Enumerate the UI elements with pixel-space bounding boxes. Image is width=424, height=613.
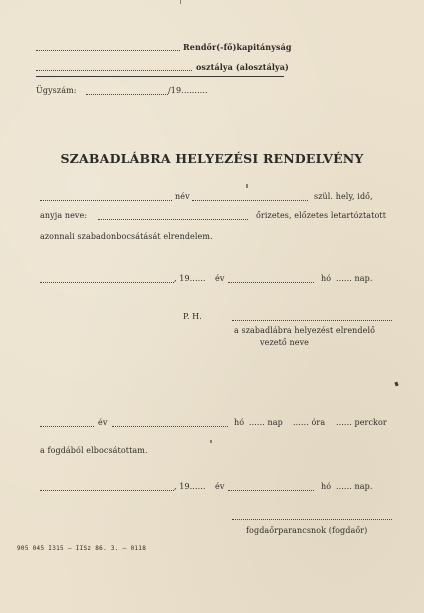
case-number-dots [86,94,168,95]
paper-speck [246,184,248,188]
release-text: a fogdából elbocsátottam. [40,446,148,455]
date-month-dots-2 [228,490,314,491]
header-line1-dots [36,50,180,51]
name-label: név [175,192,190,201]
date-day-label-2: ...... nap. [336,482,373,491]
detainee-status-label: őrizetes, előzetes letartóztatott [256,211,387,220]
date-year-label-2: év [215,482,225,491]
case-number-year: /19.......... [168,86,208,95]
form-title: SZABADLÁBRA HELYEZÉSI RENDELVÉNY [60,151,364,166]
header-rule [36,76,284,77]
release-place-dots [40,426,94,427]
date-year-2: , 19...... [174,482,206,491]
name-dots-2 [192,200,308,201]
release-month-label: hó [234,418,245,427]
date-month-label-1: hó [321,274,332,283]
signature-label-line2: vezető neve [260,338,310,347]
release-minute-label: ...... perckor [336,418,387,427]
date-month-label-2: hó [321,482,332,491]
date-month-dots-1 [228,282,314,283]
birth-label: szül. hely, idő, [314,192,373,201]
release-hour-label: ...... óra [293,418,326,427]
release-year-label: év [98,418,108,427]
stamp-placeholder: P. H. [183,312,202,321]
header-line2-dots [36,70,192,71]
guard-signature-dots [232,519,392,520]
date-year-1: , 19...... [174,274,206,283]
name-dots [40,200,172,201]
paper-speck [394,382,398,387]
paper-speck [180,0,181,4]
header-office-label: Rendőr(-fő)kapitányság [183,42,292,52]
paper-speck [210,440,212,443]
mother-name-label: anyja neve: [40,211,88,220]
header-department-label: osztálya (alosztálya) [196,62,289,72]
case-number-label: Ügyszám: [36,86,77,95]
signature-label-line1: a szabadlábra helyezést elrendelő [234,326,376,335]
print-code: 905 045 I315 — IISz 86. 3. — 0118 [17,545,147,552]
signature-dots [232,320,392,321]
date-year-label-1: év [215,274,225,283]
release-month-dots [112,426,228,427]
guard-signature-label: fogdaőrparancsnok (fogdaőr) [246,526,368,535]
place-dots [40,282,174,283]
release-order-text: azonnali szabadonbocsátását elrendelem. [40,232,213,241]
mother-name-dots [98,219,248,220]
place-dots-2 [40,490,174,491]
release-day-label: ...... nap [249,418,283,427]
date-day-label-1: ...... nap. [336,274,373,283]
